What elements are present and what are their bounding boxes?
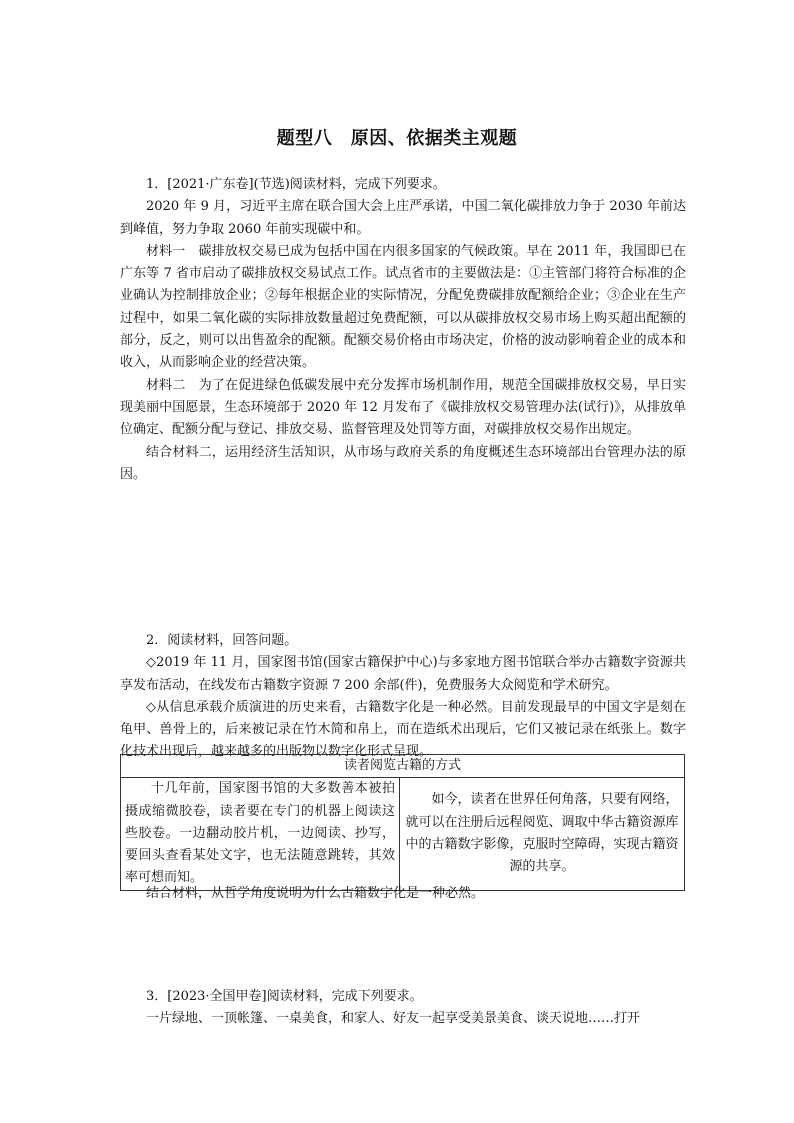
page-title: 题型八 原因、依据类主观题 xyxy=(276,128,518,149)
question-1-material-2: 材料二 为了在促进绿色低碳发展中充分发挥市场机制作用，规范全国碳排放权交易，早日实现美丽中国愿景，生态环境部于 2020 年 12 月发布了《碳排放权交易管理办法(试行)》，从排放单位确定、配额分配与登记、排放交易、监督管理及处罚等方面，对碳排放权交易作出规定。 xyxy=(120,377,686,438)
question-3 xyxy=(120,986,686,1031)
question-1 xyxy=(120,174,686,486)
question-2-material-2: ◇从信息承载介质演进的历史来看，古籍数字化是一种必然。目前发现最早的中国文字是刻在龟甲、兽骨上的，后来被记录在竹木简和帛上，而在造纸术出现后，它们又被记录在纸张上。数字化技术出现后，越来越多的出版物以数字化形式呈现。 xyxy=(120,699,686,760)
question-1-intro: 2020 年 9 月，习近平主席在联合国大会上庄严承诺，中国二氧化碳排放力争于 2030 年前达到峰值，努力争取 2060 年前实现碳中和。 xyxy=(120,199,686,237)
table-header: 读者阅览古籍的方式 xyxy=(121,755,685,778)
question-3-head: 3．[2023·全国甲卷]阅读材料，完成下列要求。 xyxy=(146,989,423,1004)
question-1-head: 1．[2021·广东卷](节选)阅读材料，完成下列要求。 xyxy=(146,177,446,192)
question-2 xyxy=(120,630,686,764)
question-1-material-1: 材料一 碳排放权交易已成为包括中国在内很多国家的气候政策。早在 2011 年，我国即已在广东等 7 省市启动了碳排放权交易试点工作。试点省市的主要做法是：①主管部门将符合标准的企业确认为控制排放企业；②每年根据企业的实际情况，分配免费碳排放配额给企业；③企业在生产过程中，如果二氧化碳的实际排放数量超过免费配额，可以从碳排放权交易市场上购买超出配额的部分，反之，则可以出售盈余的配额。配额交易价格由市场决定，价格的波动影响着企业的成本和收入，从而影响企业的经营决策。 xyxy=(120,243,686,371)
question-2-prompt-block xyxy=(120,883,686,905)
table-cell-present: 如今，读者在世界任何角落，只要有网络，就可以在注册后远程阅览、调取中华古籍资源库中的古籍数字影像，克服时空障碍，实现古籍资源的共享。 xyxy=(400,778,685,890)
question-2-prompt: 结合材料，从哲学角度说明为什么古籍数字化是一种必然。 xyxy=(146,886,485,901)
question-3-material: 一片绿地、一顶帐篷、一桌美食，和家人、好友一起享受美景美食、谈天说地……打开 xyxy=(146,1011,641,1027)
question-1-prompt: 结合材料二，运用经济生活知识，从市场与政府关系的角度概述生态环境部出台管理办法的原因。 xyxy=(120,444,686,482)
reading-methods-table xyxy=(120,754,685,891)
question-2-material-1: ◇2019 年 11 月，国家图书馆(国家古籍保护中心)与多家地方图书馆联合举办古籍数字资源共享发布活动，在线发布古籍数字资源 7 200 余部(件)，免费服务大众阅览和学术研究。 xyxy=(120,655,686,693)
question-2-head: 2．阅读材料，回答问题。 xyxy=(146,633,298,648)
table-cell-past: 十几年前，国家图书馆的大多数善本被拍摄成缩微胶卷，读者要在专门的机器上阅读这些胶卷。一边翻动胶片机，一边阅读、抄写，要回头查看某处文字，也无法随意跳转，其效率可想而知。 xyxy=(121,778,400,890)
